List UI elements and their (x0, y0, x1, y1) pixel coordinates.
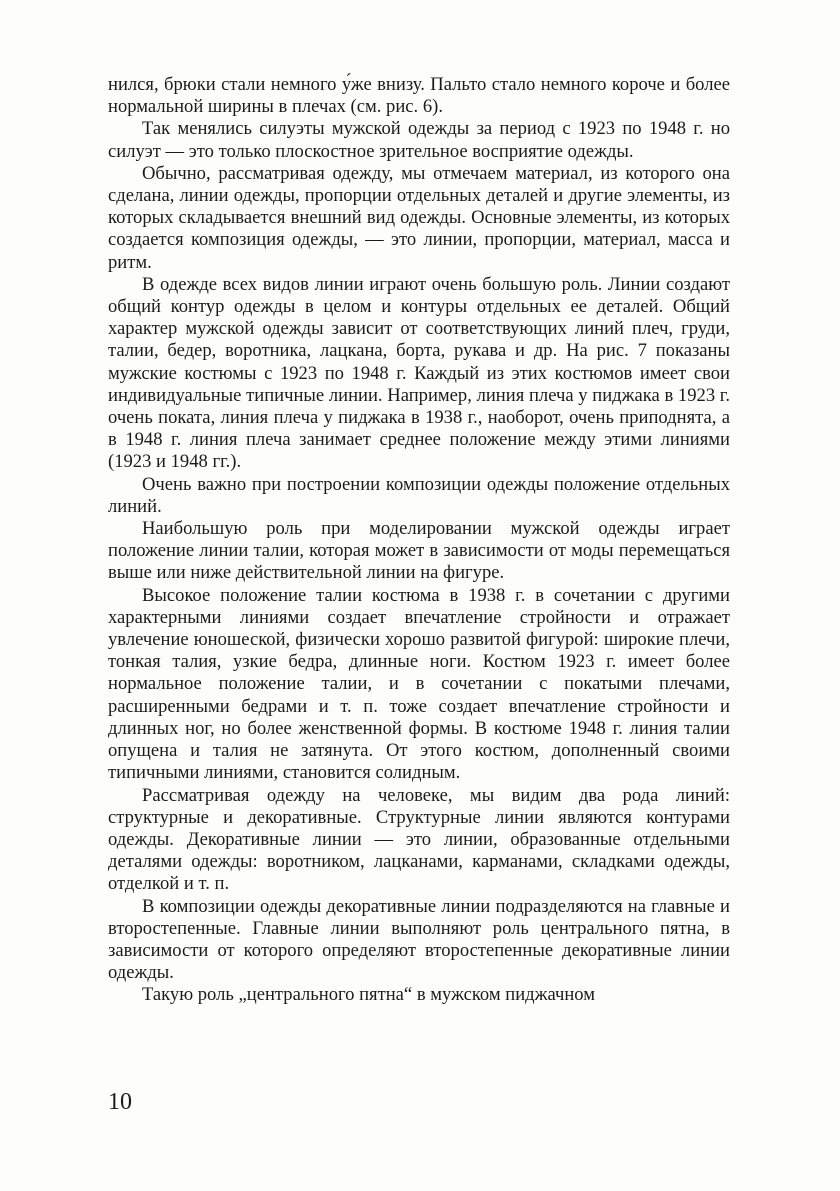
paragraph-decorative-lines: В композиции одежды декоративные линии подразделяются на главные и второстепенные. Главные линии выполняют роль центрального пятна, в зависимости от которого определяют второстепенные декоративные линии одежды. (108, 895, 730, 984)
paragraph-line-types: Рассматривая одежду на человеке, мы видим два рода линий: структурные и декоративные. Структурные линии являются контурами одежды. Декоративные линии — это линии, образованные отдельными деталями одежды: воротником, лацканами, карманами, складками одежды, отделкой и т. п. (108, 784, 730, 895)
paragraph-composition-elements: Обычно, рассматривая одежду, мы отмечаем материал, из которого она сделана, линии одежды, пропорции отдельных деталей и другие элементы, из которых складывается внешний вид одежды. Основные элементы, из которых создается композиция одежды, — это линии, пропорции, материал, масса и ритм. (108, 162, 730, 273)
paragraph-silhouettes: Так менялись силуэты мужской одежды за период с 1923 по 1948 г. но силуэт — это только плоскостное зрительное восприятие одежды. (108, 118, 730, 162)
body-text (108, 74, 730, 1007)
paragraph-waist-line: Наибольшую роль при моделировании мужской одежды играет положение линии талии, которая может в зависимости от моды перемещаться выше или ниже действительной линии на фигуре. (108, 518, 730, 584)
paragraph-continuation: нился, брюки стали немного у́же внизу. Пальто стало немного короче и более нормальной ширины в плечах (см. рис. 6). (108, 74, 730, 118)
paragraph-lines-role: В одежде всех видов линии играют очень большую роль. Линии создают общий контур одежды в целом и контуры отдельных ее деталей. Общий характер мужской одежды зависит от соответствующих линий плеч, груди, талии, бедер, воротника, лацкана, борта, рукава и др. На рис. 7 показаны мужские костюмы с 1923 по 1948 г. Каждый из этих костюмов имеет свои индивидуальные типичные линии. Например, линия плеча у пиджака в 1923 г. очень поката, линия плеча у пиджака в 1938 г., наоборот, очень приподнята, а в 1948 г. линия плеча занимает среднее положение между этими линиями (1923 и 1948 гг.). (108, 273, 730, 473)
page-number: 10 (108, 1089, 132, 1115)
paragraph-central-spot: Такую роль „центрального пятна“ в мужском пиджачном (142, 984, 596, 1006)
paragraph-lines-position: Очень важно при построении композиции одежды положение отдельных линий. (108, 473, 730, 517)
paragraph-high-waist: Высокое положение талии костюма в 1938 г. в сочетании с другими характерными линиями создает впечатление стройности и отражает увлечение юношеской, физически хорошо развитой фигурой: широкие плечи, тонкая талия, узкие бедра, длинные ноги. Костюм 1923 г. имеет более нормальное положение талии, и в сочетании с покатыми плечами, расширенными бедрами и т. п. тоже создает впечатление стройности и длинных ног, но более женственной формы. В костюме 1948 г. линия талии опущена и талия не затянута. От этого костюм, дополненный своими типичными линиями, становится солидным. (108, 584, 730, 784)
